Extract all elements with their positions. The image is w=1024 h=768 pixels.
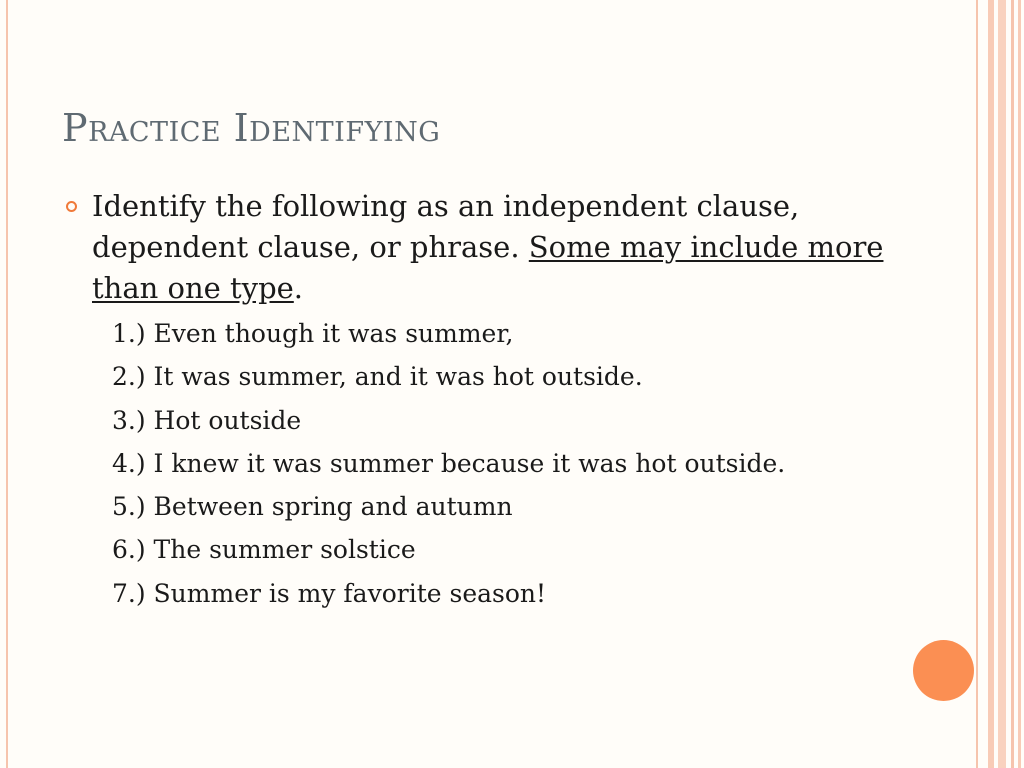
list-item: 5.) Between spring and autumn	[112, 492, 513, 522]
ring-bullet-icon	[66, 201, 77, 212]
instruction-period: .	[293, 271, 304, 305]
list-item: 7.) Summer is my favorite season!	[112, 578, 547, 608]
right-border-stripe	[1018, 0, 1021, 768]
list-item: 2.) It was summer, and it was hot outside.	[112, 362, 643, 392]
slide-content	[62, 186, 942, 624]
practice-list	[112, 321, 942, 624]
bullet-text	[92, 186, 942, 309]
bullet-point	[62, 186, 942, 309]
list-item: 4.) I knew it was summer because it was hot outside.	[112, 448, 786, 478]
underlined-text: Some may include more than one type	[92, 230, 884, 305]
right-border-stripe	[976, 0, 978, 768]
right-border-stripe	[998, 0, 1006, 768]
instruction-text: Identify the following as an independent clause, dependent clause, or phrase.	[92, 189, 800, 264]
orange-circle-decoration	[913, 640, 974, 701]
list-item: 1.) Even though it was summer,	[112, 319, 514, 348]
right-border-stripe	[988, 0, 994, 768]
right-border-stripe	[1011, 0, 1014, 768]
slide-title: Practice Identifying	[62, 106, 441, 150]
list-item: 6.) The summer solstice	[112, 535, 416, 565]
left-border-line	[6, 0, 8, 768]
list-item: 3.) Hot outside	[112, 405, 302, 435]
